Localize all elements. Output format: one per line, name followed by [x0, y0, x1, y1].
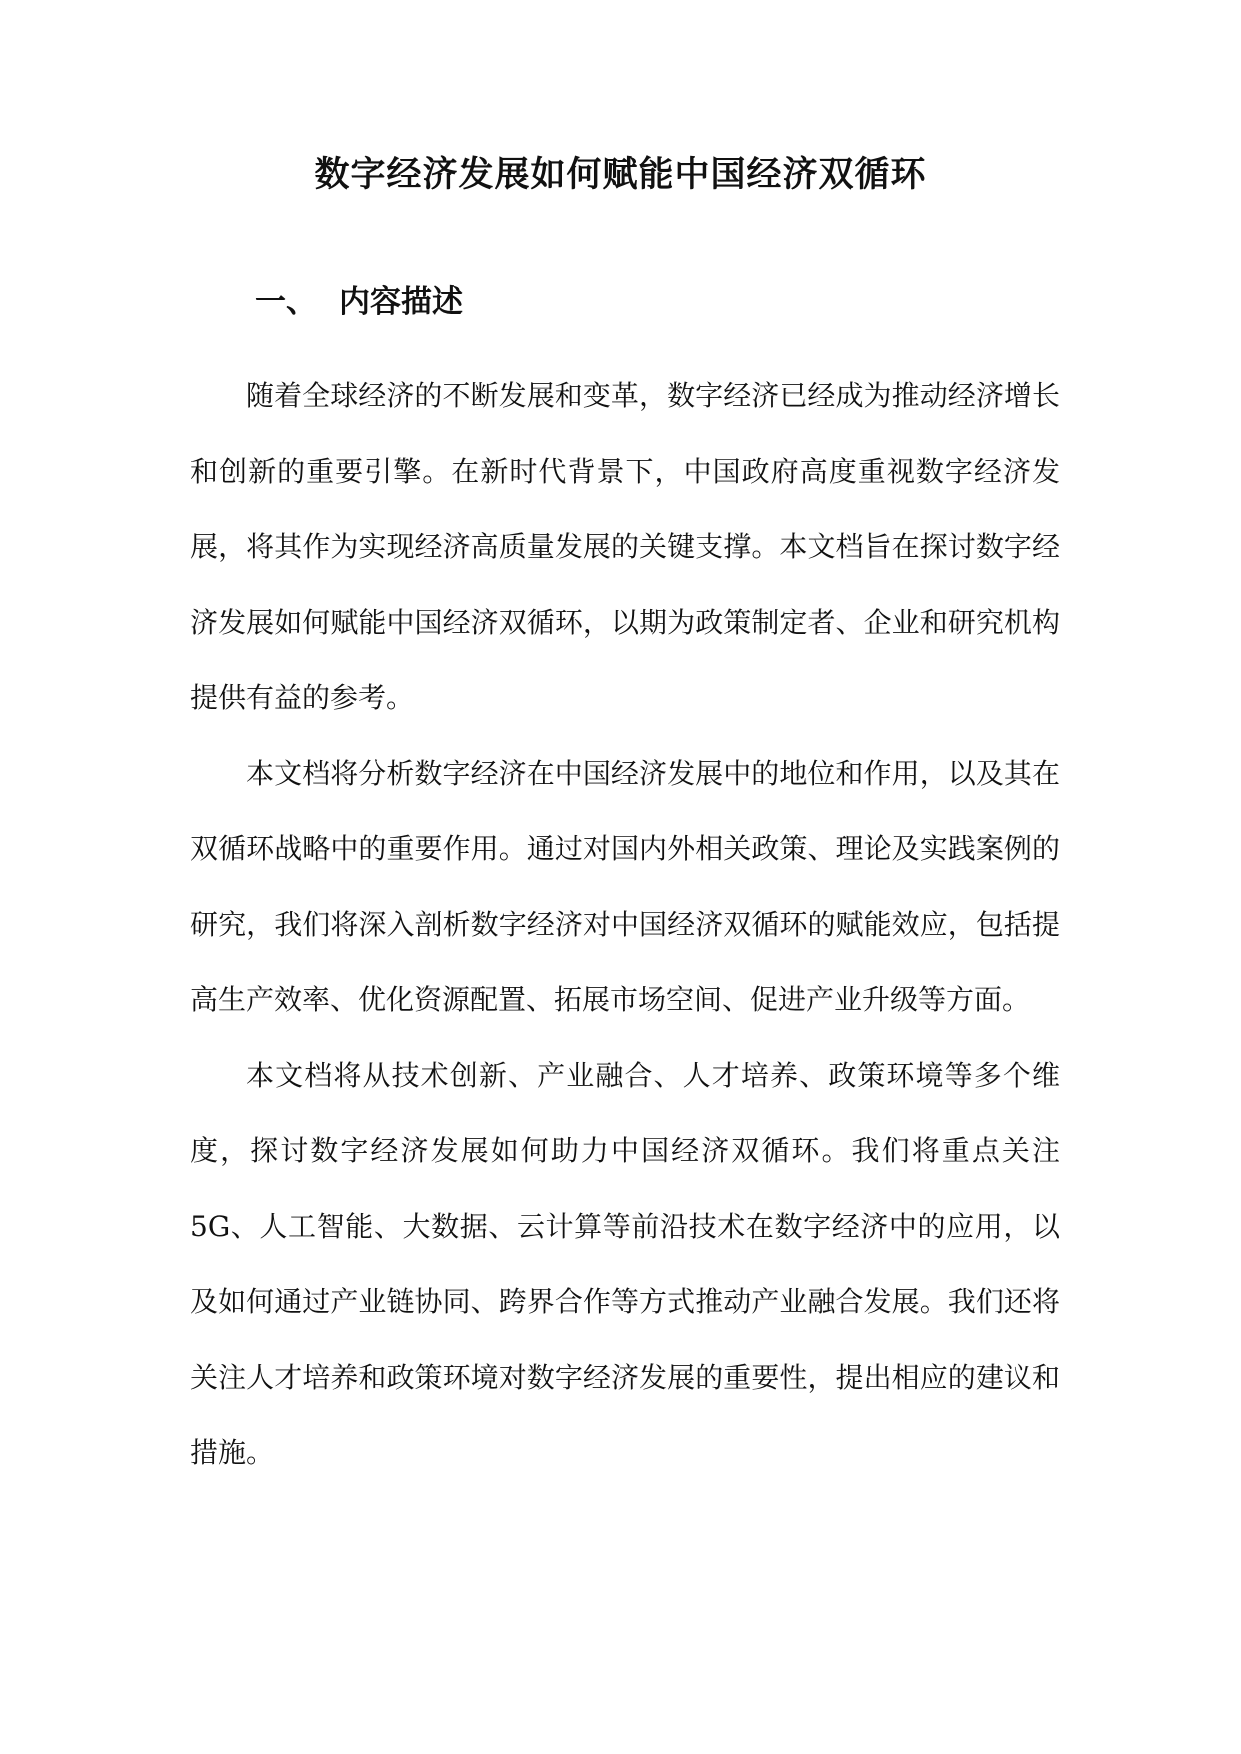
section-body — [190, 358, 1060, 1491]
document-title: 数字经济发展如何赋能中国经济双循环 — [314, 154, 927, 195]
section-title: 内容描述 — [339, 284, 463, 320]
section-heading — [255, 280, 463, 324]
section-number: 一、 — [255, 284, 317, 320]
paragraph-2: 本文档将分析数字经济在中国经济发展中的地位和作用，以及其在双循环战略中的重要作用。通过对国内外相关政策、理论及实践案例的研究，我们将深入剖析数字经济对中国经济双循环的赋能效应，包括提高生产效率、优化资源配置、拓展市场空间、促进产业升级等方面。 — [190, 756, 1060, 1016]
paragraph-1: 随着全球经济的不断发展和变革，数字经济已经成为推动经济增长和创新的重要引擎。在新时代背景下，中国政府高度重视数字经济发展，将其作为实现经济高质量发展的关键支撑。本文档旨在探讨数字经济发展如何赋能中国经济双循环，以期为政策制定者、企业和研究机构提供有益的参考。 — [190, 379, 1060, 714]
paragraph-3: 本文档将从技术创新、产业融合、人才培养、政策环境等多个维度，探讨数字经济发展如何助力中国经济双循环。我们将重点关注5G、人工智能、大数据、云计算等前沿技术在数字经济中的应用，以及如何通过产业链协同、跨界合作等方式推动产业融合发展。我们还将关注人才培养和政策环境对数字经济发展的重要性，提出相应的建议和措施。 — [190, 1058, 1060, 1469]
